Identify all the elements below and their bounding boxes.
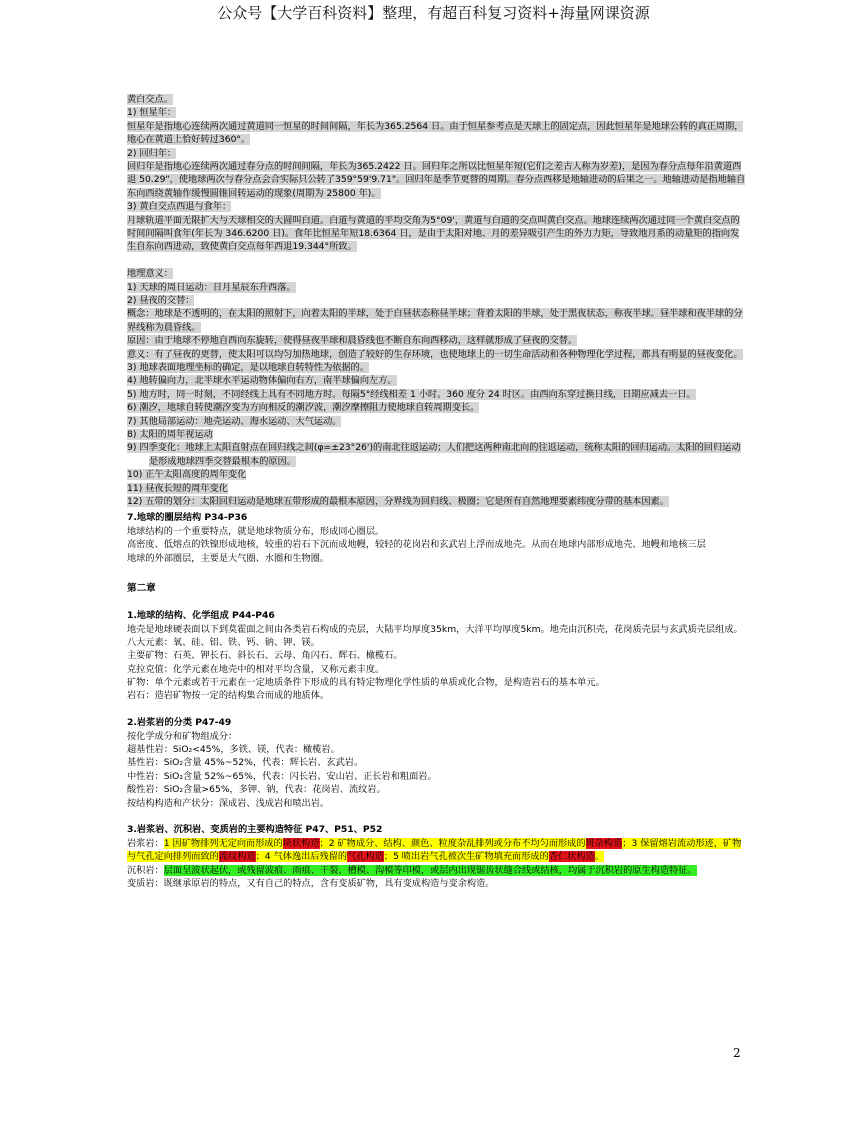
paragraph: 地壳是地球硬表面以下到莫霍面之间由各类岩石构成的壳层，大陆平均厚度35km，大洋平均厚度5km。地壳由沉积壳，花岗质壳层与玄武质壳层组成。 (127, 623, 743, 635)
list-item: 3) 地球表面地理坐标的确定，是以地球自转特性为依据的。 (127, 362, 370, 373)
sedimentary-rock-paragraph (127, 864, 747, 877)
list-item: 1) 天球的周日运动：日月星辰东升西落。 (127, 281, 296, 293)
section-heading: 3.岩浆岩、沉积岩、变质岩的主要构造特征 P47、P51、P52 (127, 824, 383, 836)
section-heading: 1.地球的结构、化学组成 P44-P46 (127, 610, 275, 622)
paragraph: 恒星年是指地心连续两次通过黄道同一恒星的时间间隔，年长为365.2564 日。由于恒星参考点是天球上的固定点，因此恒星年是地球公转的真正周期，地心在黄道上恰好转过360°。 (127, 120, 744, 146)
paragraph: 高密度、低熔点的铁镍形成地核，较重的岩石下沉而成地幔，较轻的花岗岩和玄武岩上浮而成地壳。从而在地球内部形成地壳、地幔和地核三层 (127, 539, 706, 551)
paragraph: 月球轨道平面无限扩大与天球相交的大圆叫白道。白道与黄道的平均交角为5°09'，黄道与白道的交点叫黄白交点。地球连续两次通过同一个黄白交点的时间间隔叫食年(年长为 346.6200 日)。食年比恒星年短18.6364 日，是由于太阳对地、月的差异吸引产生的外力力矩，导致地月系的动量矩的指向发生自东向西进动，致使黄白交点每年西退19.344°所致。 (127, 214, 740, 253)
list-item: 9) 四季变化：地球上太阳直射点在回归线之间(φ=±23°26')的南北往返运动；人们把这两种南北向的往返运动，统称太阳的回归运动。太阳的回归运动是形成地球四季交替最根本的原因。 (127, 442, 741, 467)
highlight-red: 块状构造 (282, 837, 320, 849)
paragraph: 超基性岩：SiO₂<45%，多铁、镁，代表：橄榄岩。 (127, 744, 340, 756)
paragraph: 中性岩：SiO₂含量 52%~65%，代表：闪长岩、安山岩、正长岩和粗面岩。 (127, 770, 437, 782)
section-heading: 7.地球的圈层结构 P34-P36 (127, 512, 248, 524)
label: 沉积岩： (127, 864, 164, 876)
section-title: 地理意义： (127, 268, 173, 280)
list-item: 8) 太阳的周年视运动 (127, 428, 213, 440)
paragraph: 按化学成分和矿物组成分： (127, 730, 238, 742)
paragraph: 地球结构的一个重要特点，就是地球物质分布，形成同心圈层。 (127, 525, 385, 537)
list-item: 3) 黄白交点西退与食年： (127, 201, 232, 213)
page-number: 2 (733, 1046, 741, 1060)
highlight-red: 气孔构造 (347, 851, 384, 863)
label: 岩浆岩： (127, 837, 164, 849)
document-body (127, 93, 747, 890)
list-item: 4) 地转偏向力，北半球水平运动物体偏向右方，南半球偏向左方。 (127, 375, 397, 387)
paragraph: 岩石：造岩矿物按一定的结构集合而成的地质体。 (127, 690, 330, 702)
paragraph: 主要矿物：石英、钾长石、斜长石、云母、角闪石、辉石、橄榄石。 (127, 650, 403, 662)
chapter-title: 第二章 (127, 583, 156, 595)
paragraph: 概念：地球是不透明的，在太阳的照射下，向着太阳的半球，处于白昼状态称昼半球；背着太阳的半球，处于黑夜状态，称夜半球。昼半球和夜半球的分界线称为晨昏线。 (127, 308, 743, 333)
list-item: 6) 潮汐，地球自转使潮汐变为方向相反的潮汐波，潮汐摩擦阻力使地球自转周期变长。 (127, 402, 480, 414)
highlight-red: 杏仁状构造 (548, 851, 595, 863)
paragraph: 矿物：单个元素或若干元素在一定地质条件下形成的具有特定物理化学性质的单质或化合物，是构造岩石的基本单元。 (127, 677, 605, 689)
highlight-red: 流纹构造 (218, 851, 256, 863)
list-item: 2) 回归年： (127, 147, 177, 159)
paragraph: 基性岩：SiO₂含量 45%~52%，代表：辉长岩、玄武岩。 (127, 757, 364, 769)
page-header: 公众号【大学百科资料】整理，有超百科复习资料+海量网课资源 (217, 4, 650, 22)
paragraph: 酸性岩：SiO₂含量>65%，多钾、钠，代表：花岗岩、流纹岩。 (127, 784, 386, 796)
list-item: 11) 昼夜长短的周年变化 (127, 482, 228, 494)
paragraph: 原因：由于地球不停地自西向东旋转，使得昼夜半球和晨昏线也不断自东向西移动，这样就形成了昼夜的交替。 (127, 335, 578, 347)
list-item: 10) 正午太阳高度的周年变化 (127, 469, 247, 481)
list-item: 5) 地方时，同一时刻，不同经线上具有不同地方时。每隔5°经线相差 1 小时。360 度分 24 时区。由西向东穿过换日线，日期应减去一日。 (127, 388, 696, 400)
paragraph: 回归年是指地心连续两次通过春分点的时间间隔，年长为365.2422 日。回归年之所以比恒星年短(它们之差古人称为岁差)，是因为春分点每年沿黄道西退 50.29"，使地球两次与春分点会合实际只公转了359°59'9.71"。回归年是季节更替的周期。春分点西移是地轴进动的后果之一。地轴进动是指地轴自东向西绕黄轴作缓慢圆锥回转运动的现象(周期为 25800 年)。 (127, 160, 746, 199)
list-item: 1) 恒星年： (127, 107, 177, 119)
paragraph: 按结构构造和产状分：深成岩、浅成岩和喷出岩。 (127, 797, 330, 809)
paragraph: 黄白交点。 (127, 94, 173, 105)
paragraph: 意义：有了昼夜的更替，使太阳可以均匀加热地球，创造了较好的生存环境，也使地球上的一切生命活动和各种物理化学过程，都具有明显的昼夜变化。 (127, 348, 743, 360)
section-heading: 2.岩浆岩的分类 P47-49 (127, 717, 232, 729)
paragraph: 变质岩：既继承原岩的特点，又有自己的特点，含有变质矿物，具有变成构造与变余构造。 (127, 877, 495, 889)
magmatic-rock-paragraph: 岩浆岩：1 因矿物排列无定向而形成的块状构造；2 矿物成分、结构、颜色、粒度杂乱排列或分布不均匀而形成的斑杂构造；3 保留熔岩流动形迹，矿物与气孔定向排列而致的流纹构造；4 气体逸出后残留的气孔构造；5 喷出岩气孔被次生矿物填充而形成的杏仁状构造。 (127, 837, 742, 863)
paragraph: 八大元素：氧、硅、铝、铁、钙、钠、钾、镁。 (127, 636, 320, 648)
highlight-green: 层面呈波状起伏，或残留波痕、雨痕、干裂、槽模、沟模等印模，或层内出现锯齿状缝合线或结核，均属于沉积岩的原生构造特征。 (163, 864, 697, 876)
highlight-red: 斑杂构造 (585, 837, 623, 849)
list-item: 12) 五带的划分：太阳回归运动是地球五带形成的最根本原因，分界线为回归线、极圈；它是所有自然地理要素纬度分带的基本因素。 (127, 495, 669, 507)
paragraph: 地球的外部圈层，主要是大气圈、水圈和生物圈。 (127, 552, 330, 564)
paragraph: 克拉克值：化学元素在地壳中的相对平均含量，又称元素丰度。 (127, 663, 385, 675)
list-item: 2) 昼夜的交替： (127, 294, 195, 306)
list-item: 7) 其他局部运动：地壳运动、海水运动、大气运动。 (127, 415, 342, 427)
